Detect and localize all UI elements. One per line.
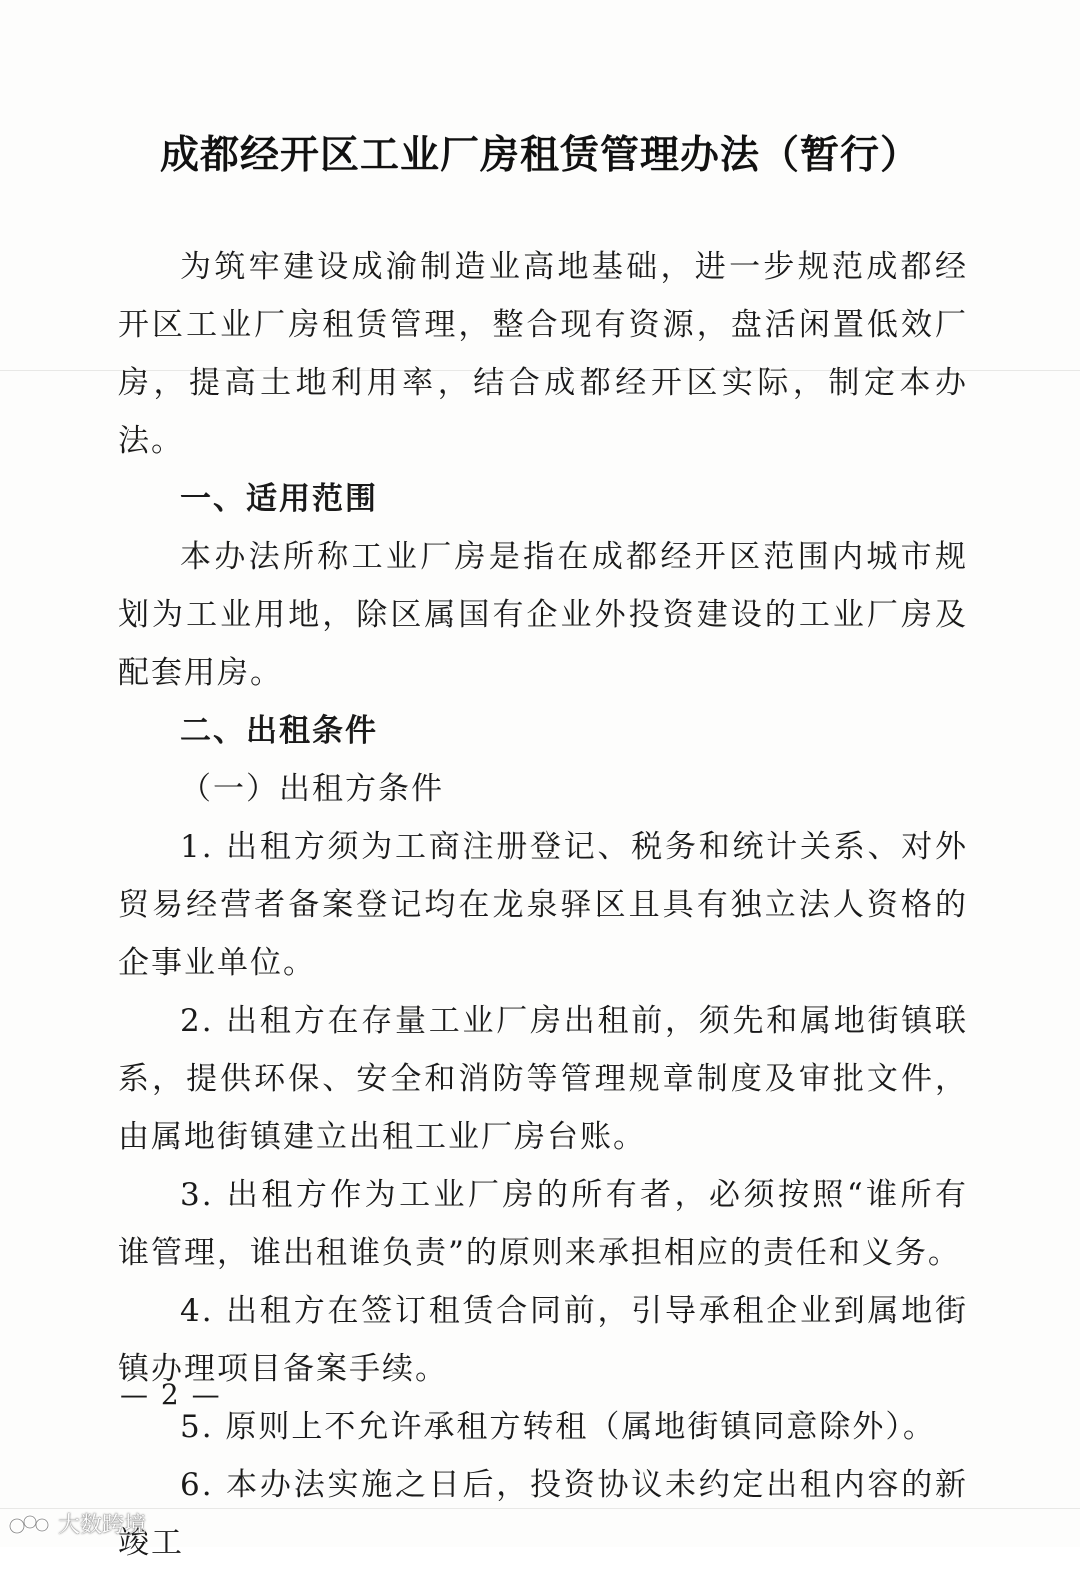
clause-5: 5. 原则上不允许承租方转租（属地街镇同意除外）。 [180, 1409, 936, 1445]
watermark [8, 1508, 146, 1539]
document-title: 成都经开区工业厂房租赁管理办法（暂行） [159, 133, 920, 178]
paragraph-preamble: 为筑牢建设成渝制造业高地基础，进一步规范成都经开区工业厂房租赁管理，整合现有资源，盘活闲置低效厂房，提高土地利用率，结合成都经开区实际，制定本办法。 [118, 249, 968, 459]
clause-3: 3. 出租方作为工业厂房的所有者，必须按照“谁所有谁管理，谁出租谁负责”的原则来承担相应的责任和义务。 [118, 1177, 968, 1271]
document-body [118, 238, 968, 1572]
clause-6: 6. 本办法实施之日后，投资协议未约定出租内容的新竣工 [118, 1467, 968, 1561]
brand-logo-icon [8, 1511, 52, 1537]
page-number: — 2 — [120, 1378, 222, 1411]
paragraph-scope: 本办法所称工业厂房是指在成都经开区范围内城市规划为工业用地，除区属国有企业外投资建设的工业厂房及配套用房。 [118, 539, 968, 691]
clause-2: 2. 出租方在存量工业厂房出租前，须先和属地街镇联系，提供环保、安全和消防等管理规章制度及审批文件，由属地街镇建立出租工业厂房台账。 [118, 1003, 968, 1155]
clause-1: 1. 出租方须为工商注册登记、税务和统计关系、对外贸易经营者备案登记均在龙泉驿区且具有独立法人资格的企事业单位。 [118, 829, 968, 981]
section-heading-conditions: 二、出租条件 [180, 713, 378, 749]
section-heading-scope: 一、适用范围 [180, 481, 378, 517]
clause-4: 4. 出租方在签订租赁合同前，引导承租企业到属地街镇办理项目备案手续。 [118, 1293, 968, 1387]
watermark-text: 大数跨境 [58, 1513, 147, 1538]
subsection-heading-lessor: （一）出租方条件 [180, 771, 444, 807]
